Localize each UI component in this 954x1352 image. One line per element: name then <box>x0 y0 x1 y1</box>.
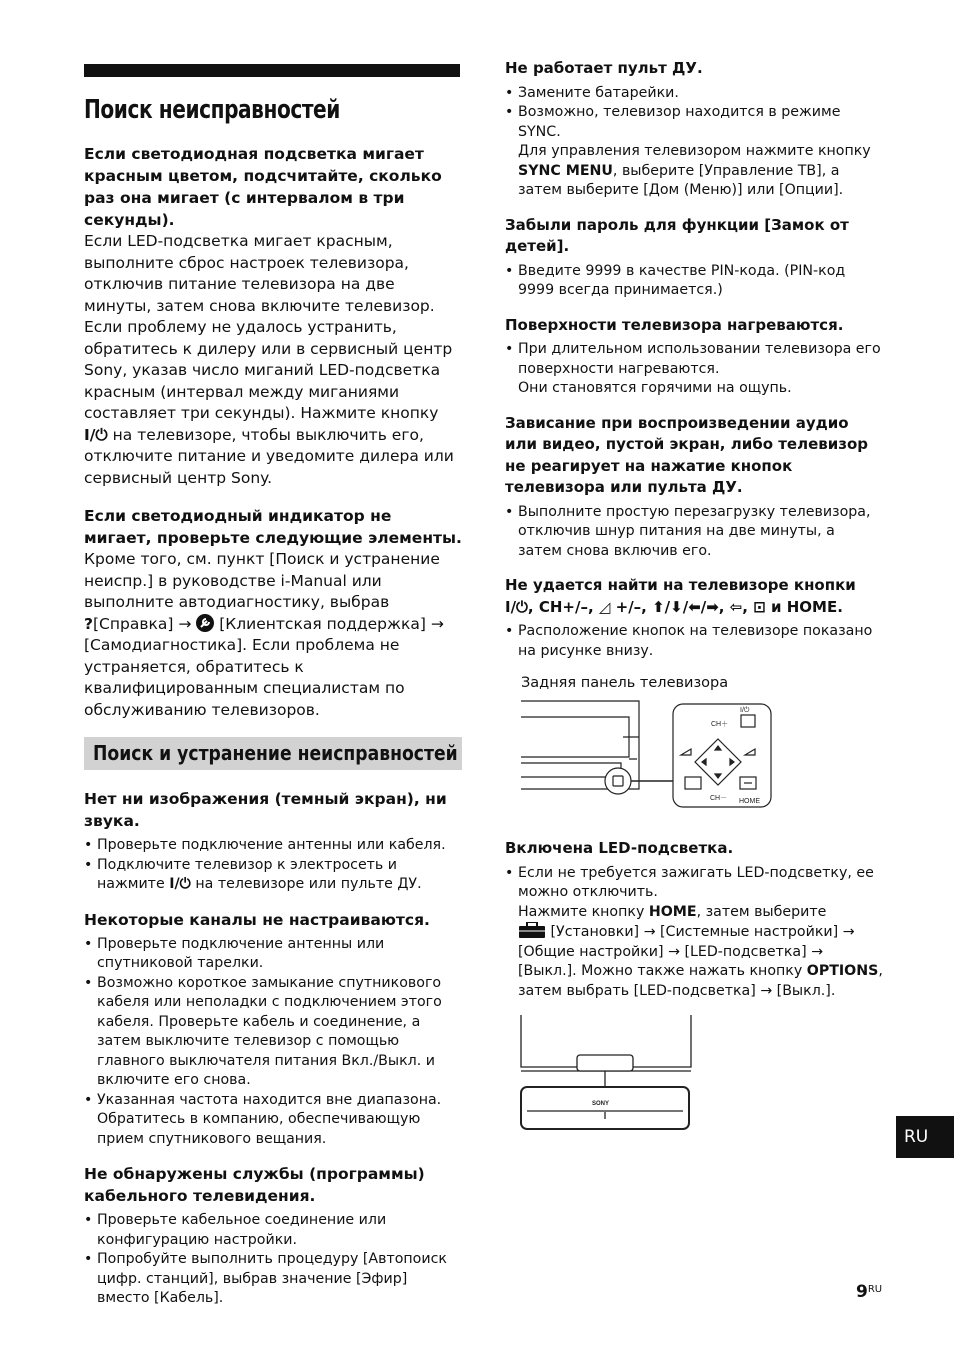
buttons-heading-b: I/⏻, CH+/–, ◿ +/–, ⬆/⬇/⬅/➡, ⇦, ⊡ и HOME. <box>505 597 843 616</box>
pin-heading: Забыли пароль для функции [Замок от детей]. <box>505 215 849 255</box>
help-icon: ? <box>84 614 93 633</box>
power-label: I/⏻ <box>740 707 750 714</box>
toolbox-icon <box>518 922 546 938</box>
page-number-value: 9 <box>856 1282 868 1302</box>
list-item: • Проверьте подключение антенны или спутниковой тарелки. <box>84 935 462 974</box>
power-icon: I/⏻ <box>169 876 191 892</box>
list-item: • Выполните простую перезагрузку телевизора, отключив шнур питания на две минуты, а затем снова включив его. <box>505 503 883 562</box>
list-item <box>505 864 883 1002</box>
led-blink-body-a: Если LED-подсветка мигает красным, выполните сброс настроек телевизора, отключив питание телевизора на две минуты, затем снова включите телевизор. Если проблему не удалось устранить, обратитесь к дилеру или в сервисный центр Sony, указав число миганий LED-подсветка красным (интервал между миганиями составляет три секунды). Нажмите кнопку <box>84 232 453 422</box>
left-column <box>84 64 462 1323</box>
diagram-caption: Задняя панель телевизора <box>521 675 729 691</box>
arrow-icon: → <box>178 614 192 633</box>
ch-minus-label: CH－ <box>710 795 728 802</box>
led-no-blink-body-a: Кроме того, см. пункт [Поиск и устранение неиспр.] в руководстве i-Manual или выполните автодиагностику, выбрав <box>84 550 440 611</box>
no-picture-heading: Нет ни изображения (темный экран), ни звука. <box>84 790 447 830</box>
list-text: , выберите [Управление ТВ], а затем выберите [Дом (Меню)] или [Опции]. <box>518 162 844 198</box>
tv-rear-panel-diagram <box>521 697 801 812</box>
list-item: • Указанная частота находится вне диапазона. Обратитесь в компанию, обеспечивающую прием спутникового вещания. <box>84 1091 462 1150</box>
list-item: • Проверьте подключение антенны или кабеля. <box>84 836 462 856</box>
list-text: Они становятся горячими на ощупь. <box>518 380 792 396</box>
heat-heading: Поверхности телевизора нагреваются. <box>505 315 844 334</box>
led-blink-heading: Если светодиодная подсветка мигает красным цветом, подсчитайте, сколько раз она мигает (с интервалом в три секунды). <box>84 145 442 229</box>
led-no-blink-heading: Если светодиодный индикатор не мигает, проверьте следующие элементы. <box>84 507 462 547</box>
buttons-heading <box>505 575 883 618</box>
support-label: [Клиентская поддержка] <box>219 614 426 633</box>
list-text: Подключите телевизор к электросеть и нажмите <box>97 856 398 892</box>
home-key-label: HOME <box>648 903 697 920</box>
list-text: Для управления телевизором нажмите кнопку <box>518 143 871 159</box>
list-item <box>84 856 462 895</box>
list-item <box>505 103 883 201</box>
freeze-heading: Зависание при воспроизведении аудио или видео, пустой экран, либо телевизор не реагирует на нажатие кнопок телевизора или пульта ДУ. <box>505 413 869 496</box>
support-icon <box>196 614 214 632</box>
subtitle-bar <box>84 737 462 770</box>
list-item: • Введите 9999 в качестве PIN-кода. (PIN-код 9999 всегда принимается.) <box>505 262 883 301</box>
cable-heading: Не обнаружены службы (программы) кабельного телевидения. <box>84 1165 425 1205</box>
list-item: • Попробуйте выполнить процедуру [Автопоиск цифр. станций], выбрав значение [Эфир] вместо [Кабель]. <box>84 1250 462 1309</box>
led-blink-body <box>84 231 462 489</box>
list-text: на телевизоре или пульте ДУ. <box>195 876 422 892</box>
pin-section <box>505 215 883 301</box>
subtitle: Поиск и устранение неисправностей <box>93 741 458 765</box>
led-blink-body-b: на телевизоре, чтобы выключить его, отключите питание и уведомите дилера или сервисный центр Sony. <box>84 425 454 487</box>
power-icon: I/⏻ <box>84 425 108 444</box>
right-column <box>505 58 883 1149</box>
channels-section <box>84 909 462 1150</box>
home-label: HOME <box>739 798 760 805</box>
page-title: Поиск неисправностей <box>84 95 340 125</box>
page-number-suffix: RU <box>867 1284 883 1295</box>
led-no-blink-body-b: [Самодиагностика]. Если проблема не устраняется, обратитесь к квалифицированным специалистам по обслуживанию телевизоров. <box>84 636 405 719</box>
list-item: • Расположение кнопок на телевизоре показано на рисунке внизу. <box>505 622 883 661</box>
arrow-icon: → <box>430 614 444 633</box>
buttons-section <box>505 575 883 812</box>
tv-led-diagram <box>519 1015 709 1135</box>
list-item: • Проверьте кабельное соединение или конфигурацию настройки. <box>84 1211 462 1250</box>
list-text: , затем выберите <box>696 903 827 920</box>
page-number <box>856 1282 882 1302</box>
ch-plus-label: CH＋ <box>711 721 729 728</box>
led-on-section <box>505 838 883 1135</box>
list-text: , затем выбрать [LED-подсветка] → [Выкл.]. <box>518 963 883 999</box>
buttons-heading-a: Не удается найти на телевизоре кнопки <box>505 576 856 594</box>
freeze-section <box>505 413 883 562</box>
channels-heading: Некоторые каналы не настраиваются. <box>84 910 430 929</box>
sync-menu-label: SYNC MENU <box>518 162 613 179</box>
list-text: Нажмите кнопку <box>518 903 645 920</box>
led-no-blink-body <box>84 549 462 721</box>
no-picture-section <box>84 788 462 895</box>
list-text: • Возможно, телевизор находится в режиме SYNC. <box>518 104 841 140</box>
list-item: • Замените батарейки. <box>505 84 883 104</box>
list-item: • Возможно короткое замыкание спутникового кабеля или неполадки с подключением этого кабеля. Проверьте кабель и соединение, а затем выключите телевизор с помощью главного выключателя питания Вкл./Выкл. и включите его снова. <box>84 974 462 1091</box>
list-item <box>505 340 883 399</box>
led-blink-section <box>84 143 462 489</box>
led-on-heading: Включена LED-подсветка. <box>505 839 734 857</box>
led-no-blink-section <box>84 505 462 721</box>
help-label: [Справка] <box>93 614 174 633</box>
heat-section <box>505 315 883 399</box>
remote-section <box>505 58 883 201</box>
list-text: [Установки] → [Системные настройки] → [Общие настройки] → [LED-подсветка] → [Выкл.]. Можно также нажать кнопку <box>518 924 855 979</box>
list-text: • Если не требуется зажигать LED-подсветку, ее можно отключить. <box>518 864 874 900</box>
remote-heading: Не работает пульт ДУ. <box>505 59 703 77</box>
cable-section <box>84 1163 462 1309</box>
list-text: • При длительном использовании телевизора его поверхности нагреваются. <box>518 341 881 377</box>
sony-logo: SONY <box>592 1101 610 1107</box>
language-tab: RU <box>896 1116 954 1158</box>
title-rule <box>84 64 460 77</box>
options-key-label: OPTIONS <box>806 963 879 979</box>
